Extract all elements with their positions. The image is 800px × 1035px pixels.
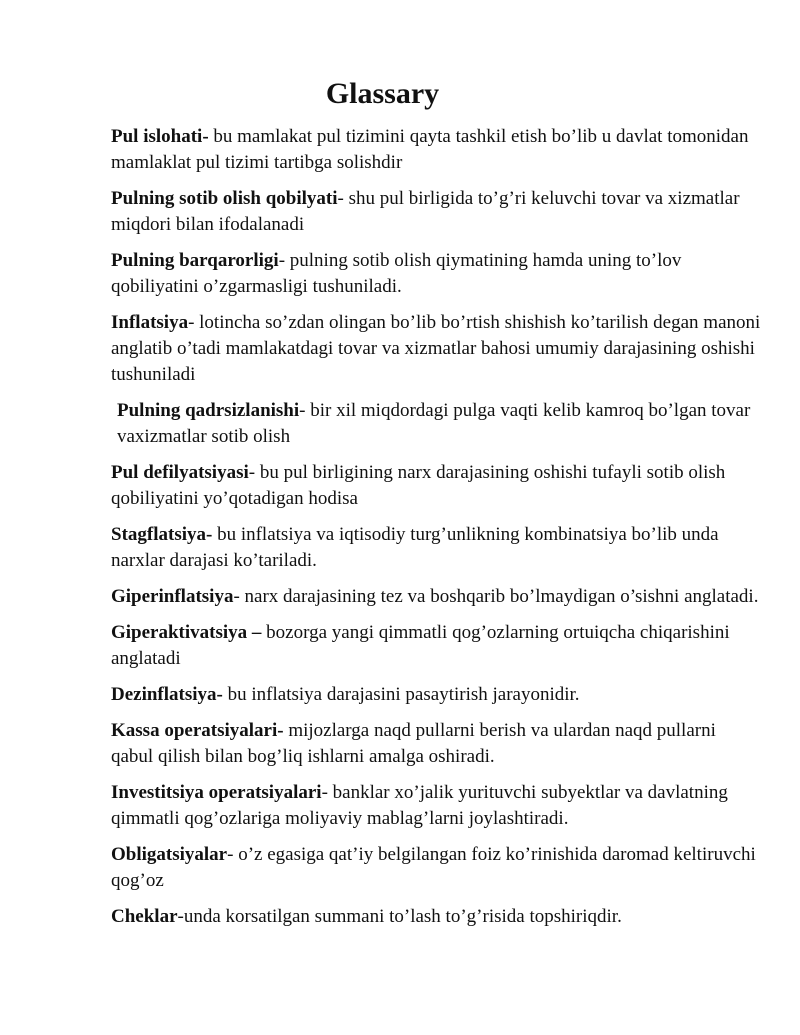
glossary-term: Inflatsiya (111, 312, 189, 333)
glossary-term: Cheklar (111, 906, 178, 927)
glossary-definition: - o’z egasiga qat’iy belgilangan foiz ko’rinishida daromad keltiruvchi qog’oz (111, 844, 756, 891)
glossary-definition: - narx darajasining tez va boshqarib bo’lmaydigan o’sishni anglatadi. (233, 586, 759, 607)
glossary-term: Pulning barqarorligi (111, 250, 279, 271)
glossary-definition: - shu pul birligida to’g’ri keluvchi tovar va xizmatlar miqdori bilan ifodalanadi (111, 188, 740, 235)
glossary-definition: bu mamlakat pul tizimini qayta tashkil etish bo’lib u davlat tomonidan mamlaklat pul tizimi tartibga solishdir (111, 126, 749, 173)
glossary-term: Pulning qadrsizlanishi (117, 400, 300, 421)
page-title: Glassary (325, 77, 440, 110)
glossary-term: Kassa operatsiyalari- (111, 720, 284, 741)
glossary-definition: bu inflatsiya darajasini pasaytirish jarayonidir. (222, 684, 580, 705)
glossary-term: Pulning sotib olish qobilyati (111, 188, 338, 209)
glossary-entry (111, 682, 761, 708)
glossary-entry (111, 584, 761, 610)
glossary-entry (111, 124, 761, 176)
glossary-term: Dezinflatsiya- (111, 684, 223, 705)
glossary-entry (111, 904, 761, 930)
glossary-entry (111, 248, 761, 300)
glossary-definition: - lotincha so’zdan olingan bo’lib bo’rtish shishish ko’tarilish degan manoni anglatib o’tadi mamlakatdagi tovar va xizmatlar bahosi umumiy darajasining oshishi tushuniladi (111, 312, 761, 385)
glossary-definition: -unda korsatilgan summani to’lash to’g’risida topshiriqdir. (177, 906, 622, 927)
glossary-definition: - bu pul birligining narx darajasining oshishi tufayli sotib olish qobiliyatini yo’qotadigan hodisa (111, 462, 726, 509)
glossary-entry (111, 310, 761, 388)
glossary-entry (111, 718, 761, 770)
glossary-term: Giperinflatsiya (111, 586, 234, 607)
glossary-term: Investitsiya operatsiyalari (111, 782, 322, 803)
glossary-term: Pul defilyatsiyasi (111, 462, 249, 483)
glossary-entry (111, 842, 761, 894)
glossary-term: Giperaktivatsiya – (111, 622, 262, 643)
glossary-definition: mijozlarga naqd pullarni berish va ulardan naqd pullarni qabul qilish bilan bog’liq ishlarni amalga oshiradi. (111, 720, 716, 767)
glossary-definition: - pulning sotib olish qiymatining hamda uning to’lov qobiliyatini o’zgarmasligi tushuniladi. (111, 250, 682, 297)
glossary-entry (111, 780, 761, 832)
glossary-definition: - banklar xo’jalik yurituvchi subyektlar va davlatning qimmatli qog’ozlariga moliyaviy mablag’larni joylashtiradi. (111, 782, 728, 829)
glossary-entry (111, 620, 761, 672)
glossary-definition: bozorga yangi qimmatli qog’ozlarning ortuiqcha chiqarishini anglatadi (111, 622, 730, 669)
glossary-list (111, 124, 761, 940)
glossary-entry (111, 460, 761, 512)
glossary-definition: - bir xil miqdordagi pulga vaqti kelib kamroq bo’lgan tovar vaxizmatlar sotib olish (117, 400, 751, 447)
glossary-term: Obligatsiyalar (111, 844, 228, 865)
glossary-entry (111, 186, 761, 238)
glossary-term: Pul islohati- (111, 126, 209, 147)
glossary-term: Stagflatsiya- (111, 524, 213, 545)
glossary-entry (111, 398, 761, 450)
glossary-entry (111, 522, 761, 574)
glossary-definition: bu inflatsiya va iqtisodiy turg’unlikning kombinatsiya bo’lib unda narxlar darajasi ko’tariladi. (111, 524, 719, 571)
